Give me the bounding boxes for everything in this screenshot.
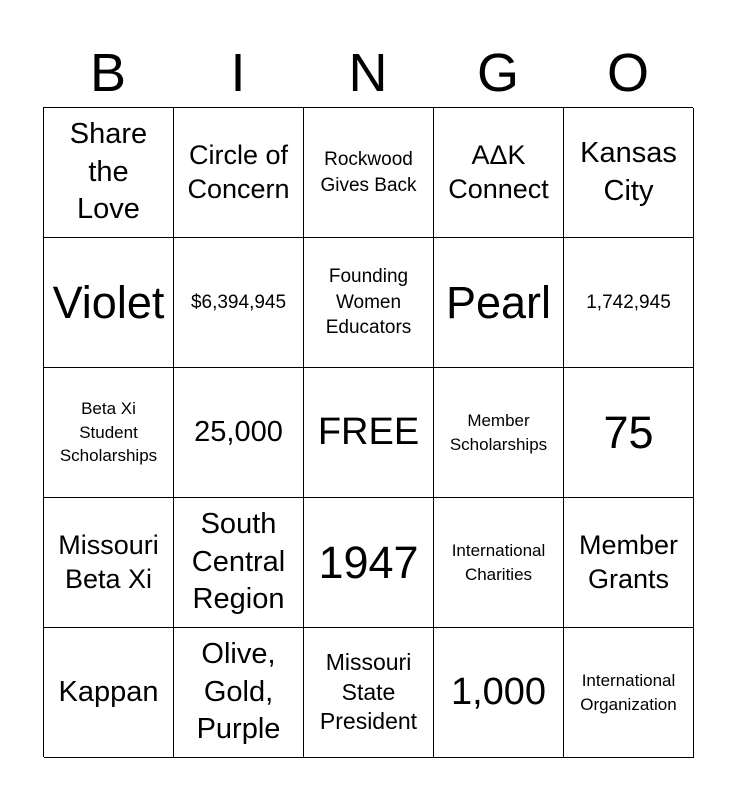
bingo-cell[interactable] — [174, 498, 304, 628]
cell-label: Share the Love — [69, 117, 148, 226]
bingo-header — [43, 40, 693, 106]
cell-label: South Central Region — [191, 507, 286, 616]
bingo-cell[interactable] — [174, 238, 304, 368]
cell-label: Beta Xi Student Scholarships — [59, 399, 158, 466]
free-space-label: FREE — [317, 410, 420, 453]
bingo-cell[interactable] — [304, 628, 434, 758]
bingo-cell[interactable] — [174, 628, 304, 758]
cell-label: ΑΔΚ Connect — [448, 139, 549, 204]
bingo-cell[interactable] — [174, 108, 304, 238]
bingo-cell[interactable] — [304, 108, 434, 238]
header-letter-b: B — [89, 43, 127, 103]
bingo-cell[interactable] — [434, 108, 564, 238]
cell-label: Member Grants — [578, 529, 679, 594]
bingo-cell[interactable] — [564, 628, 694, 758]
bingo-cell[interactable] — [434, 238, 564, 368]
bingo-cell[interactable] — [434, 368, 564, 498]
cell-label: 75 — [603, 406, 654, 458]
header-letter-o: O — [606, 43, 649, 103]
cell-label: Missouri State President — [319, 648, 418, 735]
bingo-cell[interactable] — [44, 108, 174, 238]
cell-label: Olive, Gold, Purple — [196, 637, 281, 746]
cell-label: 1,000 — [450, 670, 547, 713]
free-space[interactable] — [304, 368, 434, 498]
cell-label: International Charities — [451, 541, 546, 584]
bingo-board — [43, 107, 693, 757]
cell-label: $6,394,945 — [190, 291, 287, 313]
bingo-cell[interactable] — [44, 238, 174, 368]
cell-label: Kansas City — [580, 136, 677, 207]
bingo-cell[interactable] — [564, 238, 694, 368]
cell-label: 25,000 — [194, 415, 283, 448]
bingo-cell[interactable] — [304, 498, 434, 628]
cell-label: 1947 — [318, 536, 419, 588]
bingo-cell[interactable] — [434, 628, 564, 758]
bingo-cell[interactable] — [44, 498, 174, 628]
bingo-cell[interactable] — [44, 368, 174, 498]
cell-label: Pearl — [445, 276, 552, 328]
cell-label: 1,742,945 — [586, 291, 671, 313]
bingo-cell[interactable] — [564, 108, 694, 238]
cell-label: International Organization — [580, 671, 677, 714]
bingo-cell[interactable] — [174, 368, 304, 498]
bingo-cell[interactable] — [44, 628, 174, 758]
cell-label: Missouri Beta Xi — [58, 529, 159, 594]
cell-label: Circle of Concern — [187, 139, 290, 204]
cell-label: Rockwood Gives Back — [320, 148, 417, 196]
cell-label: Founding Women Educators — [325, 266, 412, 339]
bingo-cell[interactable] — [434, 498, 564, 628]
cell-label: Member Scholarships — [449, 411, 548, 454]
header-letter-i: I — [230, 43, 246, 103]
bingo-cell[interactable] — [304, 238, 434, 368]
bingo-cell[interactable] — [564, 368, 694, 498]
cell-label: Violet — [52, 276, 165, 328]
header-letter-n: N — [348, 43, 388, 103]
bingo-cell[interactable] — [564, 498, 694, 628]
cell-label: Kappan — [58, 675, 159, 708]
header-letter-g: G — [476, 43, 519, 103]
